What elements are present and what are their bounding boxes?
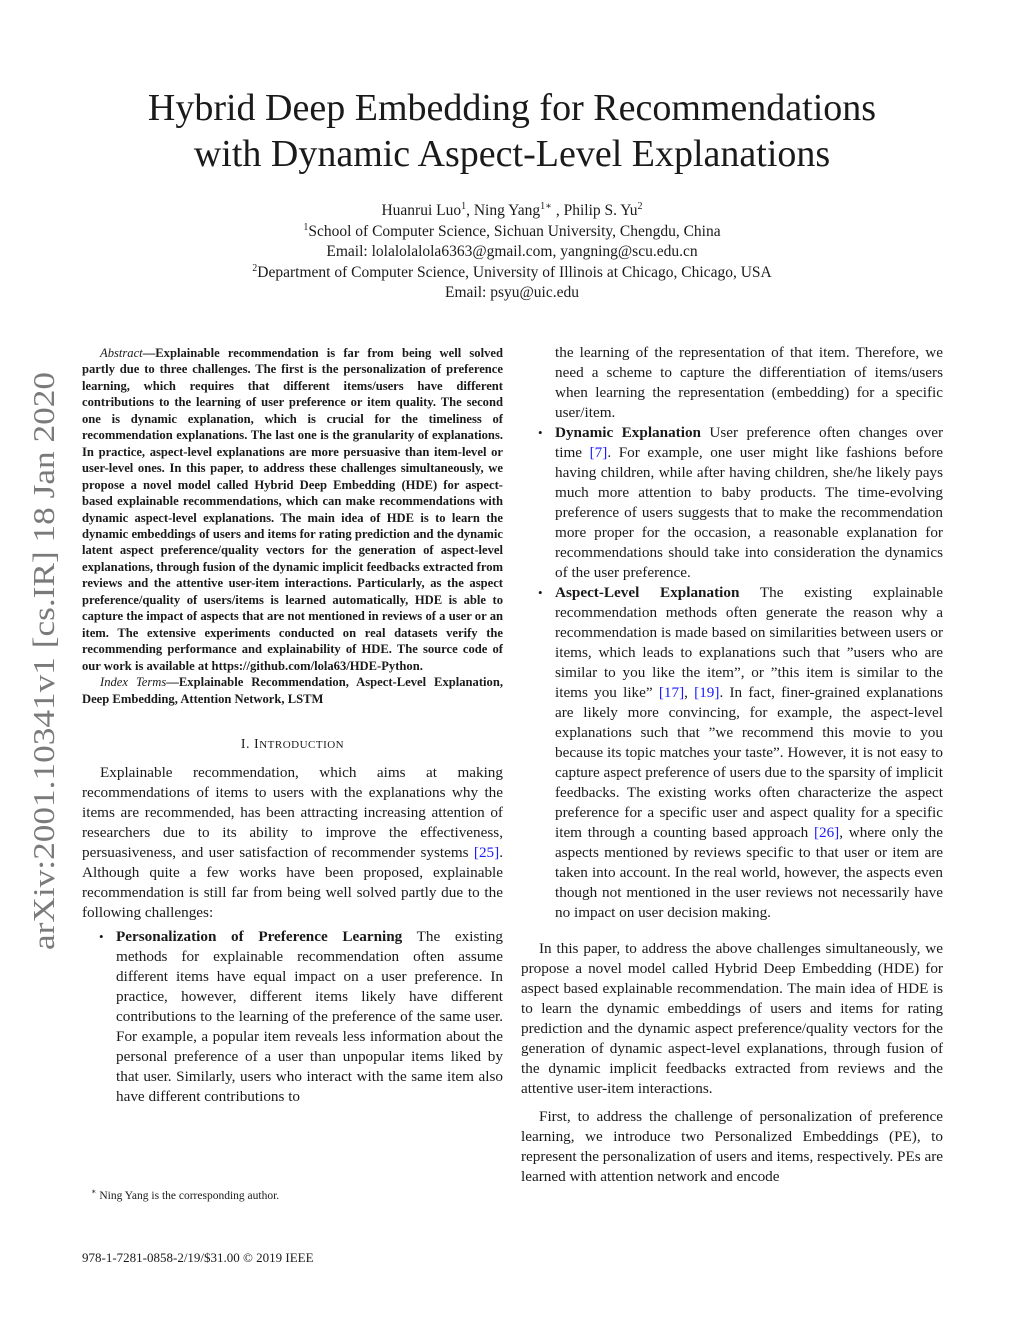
challenge-text-personalization-cont: the learning of the representation of that item. Therefore, we need a scheme to capture the differentiation of items/users when learning the representation (embedding) for a specific user/item. xyxy=(555,344,943,421)
section-heading-initial: I xyxy=(254,736,260,752)
challenge-item-aspect xyxy=(521,583,943,923)
author-sep-2: , xyxy=(551,202,564,219)
intro-paragraph-2: In this paper, to address the above challenges simultaneously, we propose a novel model called Hybrid Deep Embedding (HDE) for aspect based explainable recommendation. The main idea of HDE is to learn the dynamic embeddings of users and items for rating prediction and the dynamic aspect preference/quality vectors for the generation of dynamic aspect-level explanations, through fusion of the dynamic implicit feedbacks extracted from reviews and the attentive user-item interactions. xyxy=(521,940,943,1097)
email-1: Email: lolalolalola6363@gmail.com, yangning@scu.edu.cn xyxy=(326,243,698,260)
citation-7[interactable]: [7] xyxy=(589,444,608,461)
abstract xyxy=(82,345,503,674)
footnote-text: Ning Yang is the corresponding author. xyxy=(96,1189,280,1202)
title-line-2: with Dynamic Aspect-Level Explanations xyxy=(193,133,831,175)
author-3-sup: 2 xyxy=(637,200,643,212)
section-heading-introduction xyxy=(82,735,503,755)
footnote-mark: ∗ xyxy=(91,1187,97,1196)
affiliation-2-sup: 2 xyxy=(252,262,258,274)
challenge-list-right xyxy=(521,343,943,923)
arxiv-stamp xyxy=(22,370,64,950)
paper-title xyxy=(90,85,934,177)
challenge-title-dynamic: Dynamic Explanation xyxy=(555,424,701,441)
index-terms-label: Index Terms xyxy=(100,675,167,690)
challenge-list-left xyxy=(82,927,503,1107)
citation-26[interactable]: [26] xyxy=(813,824,840,841)
author-1-sup: 1 xyxy=(461,200,467,212)
email-2: Email: psyu@uic.edu xyxy=(445,284,579,301)
author-names xyxy=(140,201,884,222)
challenge-title-personalization: Personalization of Preference Learning xyxy=(116,927,403,945)
bullet-icon: • xyxy=(538,585,543,600)
citation-25[interactable]: [25] xyxy=(473,843,500,861)
challenge-item-dynamic xyxy=(521,423,943,583)
challenge-text-aspect-b: . In fact, finer-grained explanations are likely more convincing, for example, the aspect-level explanations such that ”we recommend this movie to you because its topic matches your taste”. However, it is not easy to capture aspect preference of users due to the sparsity of implicit feedbacks. The existing works often characterize the aspect preference for a specific user and aspect quality for a specific item through a counting based approach xyxy=(555,684,944,841)
index-terms-text: Explainable Recommendation, Aspect-Level Explanation, Deep Embedding, Attention Network, LSTM xyxy=(82,675,503,706)
abstract-label: Abstract xyxy=(100,346,143,360)
arxiv-id: arXiv:2001.10341v1 [cs.IR] 18 Jan 2020 xyxy=(26,442,61,950)
challenge-text-dynamic-a: User preference often changes over time xyxy=(555,424,943,461)
copyright-notice: 978-1-7281-0858-2/19/$31.00 © 2019 IEEE xyxy=(82,1250,314,1265)
index-terms-dash: — xyxy=(166,675,179,690)
affiliation-1-sup: 1 xyxy=(303,221,309,233)
intro-p1-a: Explainable recommendation, which aims at making recommendations of items to users with the explanations why the items are recommended, has been attracting increasing attention of researchers due to its ability to improve the effectiveness, persuasiveness, and user satisfaction of recommender systems xyxy=(82,763,503,861)
footnote xyxy=(91,1184,511,1204)
challenge-text-aspect-c: , where only the aspects mentioned by reviews specific to that user or item are taken into account. In the real world, however, the aspects even though not mentioned in the user reviews not necessarily have no impact on user decision making. xyxy=(555,824,943,921)
citation-sep: , xyxy=(684,684,695,701)
intro-p1-b: . Although quite a few works have been proposed, explainable recommendation is still far from being well solved partly due to the following challenges: xyxy=(82,843,503,921)
intro-paragraph-3: First, to address the challenge of personalization of preference learning, we introduce two Personalized Embeddings (PE), to represent the personalization of users and items, respectively. PEs are learned with attention network and encode xyxy=(521,1108,944,1185)
author-3: Philip S. Yu xyxy=(563,202,638,219)
bullet-icon: • xyxy=(99,928,104,944)
author-2: Ning Yang xyxy=(473,202,541,219)
index-terms xyxy=(82,674,503,707)
arxiv-stamp-svg xyxy=(22,370,64,950)
affiliation-1-text: School of Computer Science, Sichuan University, Chengdu, China xyxy=(308,222,721,240)
challenge-text-aspect-a: The existing explainable recommendation methods often generate the reason why a recommendation is made based on similarities between users or items, which leads to explanations such that ”users who are similar to you like the item”, or ”this item is similar to the items you like” xyxy=(555,584,943,701)
challenge-text-personalization: The existing methods for explainable recommendation often assume different items have equal impact on a user preference. In practice, however, different items likely have different contributions to the learning of the preference of the same user. For example, a popular item reveals less information about the personal preference of a user than unpopular items liked by that user. Similarly, users who interact with the same item also have different contributions to xyxy=(116,927,503,1105)
citation-17[interactable]: [17] xyxy=(658,684,685,701)
author-2-sup: 1∗ xyxy=(540,200,552,212)
bullet-icon: • xyxy=(538,425,543,440)
abstract-text: Explainable recommendation is far from being well solved partly due to three challenges. The first is the personalization of preference learning, which requires that different items/users have different contributions to the learning of user preference or item quality. The second one is dynamic explanation, which is crucial for the timeliness of recommendation explanations. The last one is the granularity of explanations. In practice, aspect-level explanations are more persuasive than item-level or user-level ones. In this paper, to address these challenges simultaneously, we propose a novel model called Hybrid Deep Embedding (HDE) for aspect-based explainable recommendations, which can make recommendations with dynamic aspect-level explanations. The main idea of HDE is to learn the dynamic embeddings of users and items for rating prediction and the dynamic latent aspect preference/quality vectors for the generation of aspect-level explanations, through fusion of the dynamic implicit feedbacks extracted from reviews and the attentive user-item interactions. Particularly, as the aspect preference/quality of users/items is learned automatically, HDE is able to capture the impact of aspects that are not mentioned in reviews of a user or an item. The extensive experiments conducted on real datasets verify the recommending performance and explainability of HDE. The source code of our work is available at https://github.com/lola63/HDE-Python. xyxy=(82,346,503,673)
author-block xyxy=(140,201,884,304)
section-number: I. xyxy=(240,736,251,752)
challenge-text-dynamic-b: . For example, one user might like fashions before having children, while after having children, she/he likely pays much more attention to baby products. The time-evolving preference of users suggests that to make the recommendation more proper for the occasion, a reasonable explanation for recommendations should take into consideration the dynamics of the user preference. xyxy=(555,444,944,581)
left-column xyxy=(82,345,503,1107)
challenge-item-personalization xyxy=(82,927,503,1107)
challenge-title-aspect: Aspect-Level Explanation xyxy=(555,584,740,601)
abstract-dash: — xyxy=(142,346,156,360)
affiliation-2 xyxy=(140,263,884,284)
intro-paragraph-1 xyxy=(82,763,503,923)
challenge-item-personalization-cont xyxy=(521,343,943,423)
author-1: Huanrui Luo xyxy=(381,202,462,219)
affiliation-2-text: Department of Computer Science, University of Illinois at Chicago, Chicago, USA xyxy=(257,263,772,281)
affiliation-1 xyxy=(140,222,884,243)
title-line-1: Hybrid Deep Embedding for Recommendations xyxy=(147,87,877,129)
author-sep-1: , xyxy=(466,202,474,219)
section-heading-rest: NTRODUCTION xyxy=(259,738,345,751)
citation-19[interactable]: [19] xyxy=(694,684,720,701)
right-column xyxy=(521,343,943,1187)
